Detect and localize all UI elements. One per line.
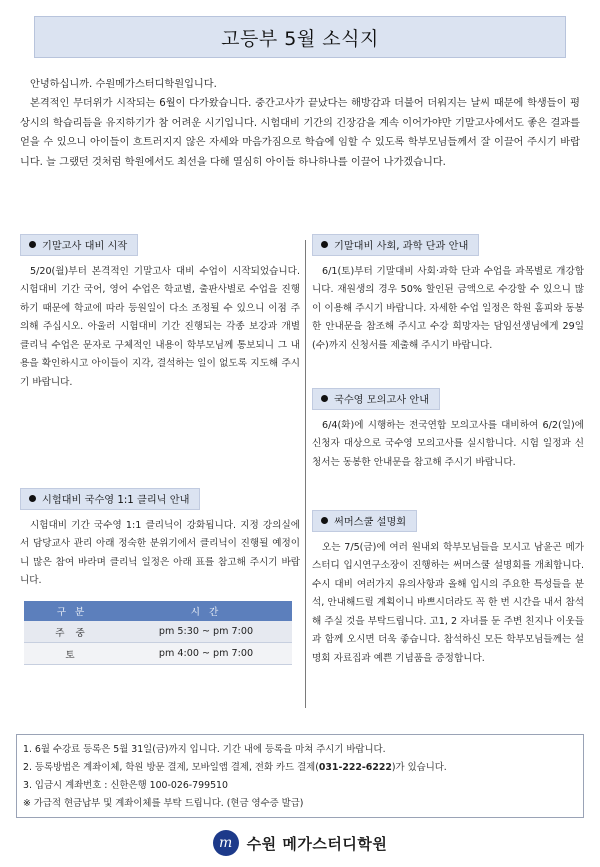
table-row (24, 621, 292, 643)
section-heading (312, 234, 479, 256)
bullet-icon (321, 395, 328, 402)
section-body: 오는 7/5(금)에 여러 원내외 학부모님들을 모시고 남윤곤 메가스터디 입시연구소장이 진행하는 써머스쿨 설명회를 개최합니다. 수시 대비 여러가지 유의사항과 올해 입시의 주요한 특성들을 분석, 안내해드릴 계획이니 바쁘시더라도 꼭 한 번 시간을 내서 참석해 주실 것을 부탁드립니다. 고1, 2 자녀를 둔 주변 친지나 이웃들과 함께 오시면 더욱 좋습니다. 참석하신 모든 학부모님들께는 설명회 자료집과 예쁜 기념품을 증정합니다. (312, 541, 584, 665)
section-final-exam (20, 233, 300, 393)
bullet-icon (29, 495, 36, 502)
table-cell-time: pm 4:00 ~ pm 7:00 (120, 643, 292, 665)
table-cell-label: 주 중 (24, 621, 120, 643)
section-social-science (312, 233, 584, 355)
column-divider (305, 240, 306, 708)
table-row (24, 643, 292, 665)
table-header-time: 시 간 (120, 601, 292, 621)
table-header-category: 구 분 (24, 601, 120, 621)
section-clinic (20, 487, 300, 665)
section-heading (20, 488, 200, 510)
notice-box (16, 734, 584, 818)
intro-text (20, 75, 580, 172)
section-body: 시험대비 기간 국수영 1:1 클리닉이 강화됩니다. 지정 강의실에서 담당교사 관리 아래 정숙한 분위기에서 클리닉이 진행될 예정이니 많은 참여 바라며 클리닉 일정은 아래 표를 참고해 주시기 바랍니다. (20, 519, 300, 587)
notice-line-2-suffix: )가 있습니다. (391, 762, 447, 773)
bullet-icon (321, 241, 328, 248)
table-cell-label: 토 (24, 643, 120, 665)
intro-greeting: 안녕하십니까. 수원메가스터디학원입니다. (30, 79, 217, 90)
notice-line-2-prefix: 2. 등록방법은 계좌이체, 학원 방문 결제, 모바일앱 결제, 전화 카드 결제( (23, 762, 319, 773)
section-body: 6/4(화)에 시행하는 전국연합 모의고사를 대비하여 6/2(일)에 신청자 대상으로 국수영 모의고사를 실시합니다. 시험 일정과 신청서는 동봉한 안내문을 참고해 주시기 바랍니다. (312, 419, 584, 468)
table-cell-time: pm 5:30 ~ pm 7:00 (120, 621, 292, 643)
phone-number: 031-222-6222 (318, 762, 392, 773)
clinic-schedule-table (24, 601, 292, 666)
notice-line-3: 3. 입금시 계좌번호 : 신한은행 100-026-799510 (23, 780, 228, 791)
section-heading-label: 국수영 모의고사 안내 (334, 395, 430, 406)
page-title: 고등부 5월 소식지 (34, 16, 566, 58)
notice-line-1: 1. 6월 수강료 등록은 5월 31일(금)까지 입니다. 기간 내에 등록을 마쳐 주시기 바랍니다. (23, 744, 386, 755)
section-body: 6/1(토)부터 기말대비 사회·과학 단과 수업을 과목별로 개강합니다. 재원생의 경우 50% 할인된 금액으로 수강할 수 있으니 많이 이용해 주시기 바랍니다. 자세한 수업 일정은 학원 홈피와 동봉한 안내문을 참조해 주시고 수강 희망자는 담임선생님에게 29일(수)까지 신청서를 제출해 주시기 바랍니다. (312, 265, 584, 351)
section-heading (312, 388, 440, 410)
bullet-icon (321, 517, 328, 524)
notice-line-2 (23, 759, 575, 777)
bullet-icon (29, 241, 36, 248)
section-mock-exam (312, 387, 584, 472)
section-summer-school (312, 509, 584, 669)
logo-mark-icon: m (213, 830, 239, 856)
section-heading-label: 기말대비 사회, 과학 단과 안내 (334, 241, 469, 252)
academy-logo (0, 826, 600, 860)
section-heading (312, 510, 417, 532)
section-heading-label: 기말고사 대비 시작 (42, 241, 128, 252)
section-heading-label: 써머스쿨 설명회 (334, 517, 407, 528)
notice-line-4: ※ 가급적 현금납부 및 계좌이체를 부탁 드립니다. (현금 영수증 발급) (23, 798, 304, 809)
section-heading (20, 234, 138, 256)
logo-text: 수원 메가스터디학원 (246, 834, 388, 853)
intro-body: 본격적인 무더위가 시작되는 6월이 다가왔습니다. 중간고사가 끝났다는 해방감과 더불어 더워지는 날씨 때문에 학생들이 평상시의 학습리듬을 유지하기가 참 어려운 시기입니다. 시험대비 기간의 긴장감을 계속 이어가야만 기말고사에서도 좋은 결과를 얻을 수 있으니 아이들이 흐트러지지 않은 자세와 마음가짐으로 학습에 임할 수 있도록 학부모님들께서 잘 이끌어 주시기 바랍니다. 늘 그랬던 것처럼 학원에서도 최선을 다해 열심히 아이들 하나하나를 이끌어 나가겠습니다. (20, 98, 580, 168)
section-body: 5/20(월)부터 본격적인 기말고사 대비 수업이 시작되었습니다. 시험대비 기간 국어, 영어 수업은 학교별, 출판사별로 수업을 진행하기 때문에 학교에 따라 등원일이 다소 조정될 수 있으니 이점 주의해 주십시오. 아울러 시험대비 기간 진행되는 각종 보강과 개별 클리닉 수업은 문자로 구체적인 내용이 학부모님께 통보되니 그 내용을 확인하시고 아이들이 지각, 결석하는 일이 없도록 지도해 주시기 바랍니다. (20, 265, 300, 389)
table-header-row (24, 601, 292, 621)
section-heading-label: 시험대비 국수영 1:1 클리닉 안내 (42, 495, 190, 506)
